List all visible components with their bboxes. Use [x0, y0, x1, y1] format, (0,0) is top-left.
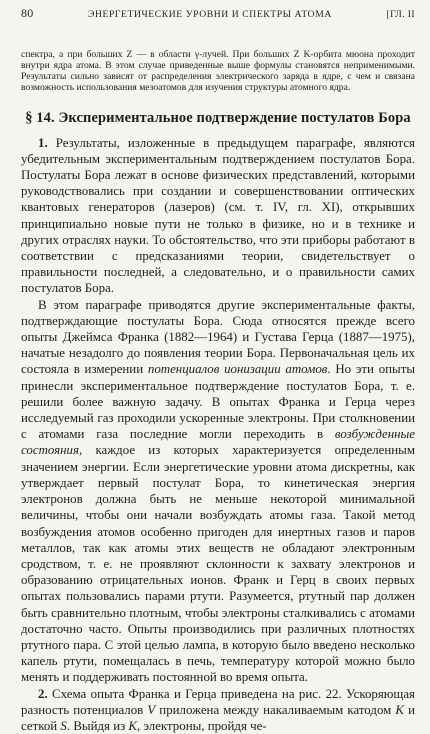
running-title: ЭНЕРГЕТИЧЕСКИЕ УРОВНИ И СПЕКТРЫ АТОМА: [88, 9, 332, 20]
section-title: § 14. Экспериментальное подтверждение постулатов Бора: [25, 109, 411, 126]
paragraph-text-a: Схема опыта Франка и Герца приведена на рис. 22. Ускоряющая разность потенциалов: [21, 686, 415, 717]
page-number: 80: [21, 6, 34, 20]
italic-term: потенциалов ионизации атомов: [147, 362, 328, 377]
math-symbol: S: [60, 718, 67, 733]
chapter-marker: [ГЛ. II: [386, 9, 415, 20]
paragraph-text-a: В этом параграфе приводятся другие экспериментальные факты, подтверждающие постулаты Бора. Сюда относятся прежде всего опыты Джеймса Франка (1882—1964) и Густава Герца (1887—1975), начатые незадолго до появления теории Бора. Первоначальная цель их состояла в измерении: [21, 297, 415, 377]
paragraph-text: Результаты, изложенные в предыдущем параграфе, являются убедительным экспериментальным подтверждением постулатов Бора. Постулаты Бора лежат в основе физических представлений, которыми руководствовались при создании и совершенствовании оптических квантовых генераторов (лазеров) (см. т. IV, гл. XI), открывших принципиально новые пути не только в физике, но и в технике и других отраслях науки. То обстоятельство, что эти приборы работают в соответствии с предсказаниями теории, свидетельствует о правильности последней, а следовательно, и о правильности самих постулатов Бора.: [21, 135, 415, 296]
intro-paragraph: спектра, а при больших Z — в области γ-лучей. При больших Z K-орбита мюона проходит внутри ядра атома. В этом случае приведенные выше формулы становятся неприменимыми. Результаты сильно зависят от распределения электрического заряда в ядре, с чем и связана возможность использования мезоатомов для изучения структуры атомного ядра.: [21, 49, 415, 93]
paragraph-text-d: . Выйдя из: [66, 718, 129, 733]
paragraph-text-c: , каждое из которых характеризуется определенным значением энергии. Если энергетические уровни атома дискретны, как утверждает первый постулат Бора, то кинетическая энергия электронов должна быть не меньше некоторой минимальной величины, чтобы они начали возбуждать атомы газа. Такой метод возбуждения атомов особенно пригоден для инертных газов и паров металлов, так как атомы этих веществ не обладают электронным сродством, т. е. не проявляют склонности к захвату электронов и образованию отрицательных ионов. Франк и Герц в своих первых опытах пользовались парами ртути. Разумеется, ртутный пар должен быть сравнительно плотным, чтобы электроны сталкивались с атомами достаточно часто. Опыты производились при различных плотностях ртутного пара. С этой целью лампа, в которую было введено несколько капель ртути, помещалась в печь, температуру которой можно было менять и поддерживать постоянной во время опыта.: [21, 443, 415, 685]
math-symbol: K: [395, 702, 404, 717]
section-body: [21, 135, 415, 734]
math-symbol: K: [128, 718, 138, 733]
paragraph-1: [21, 135, 415, 297]
running-header: [21, 6, 415, 24]
paragraph-2: [21, 297, 415, 686]
italic-term: возбужденные состояния: [21, 427, 415, 458]
paragraph-number: 2.: [38, 686, 48, 701]
paragraph-text-e: , электроны, пройдя че-: [137, 718, 267, 733]
paragraph-text-b: . Но эти опыты принесли экспериментальное подтверждение постулатов Бора, т. е. решили более важную задачу. В опытах Франка и Герца через исследуемый газ проходили ускоренные электроны. При столкновении с атомами газа последние могли переходить в: [21, 362, 416, 442]
paragraph-text-c: и сеткой: [21, 702, 415, 733]
math-symbol: V: [147, 702, 156, 717]
paragraph-3: [21, 686, 415, 734]
paragraph-text-b: приложена между накаливаемым катодом: [155, 702, 396, 717]
paragraph-number: 1.: [38, 135, 48, 150]
